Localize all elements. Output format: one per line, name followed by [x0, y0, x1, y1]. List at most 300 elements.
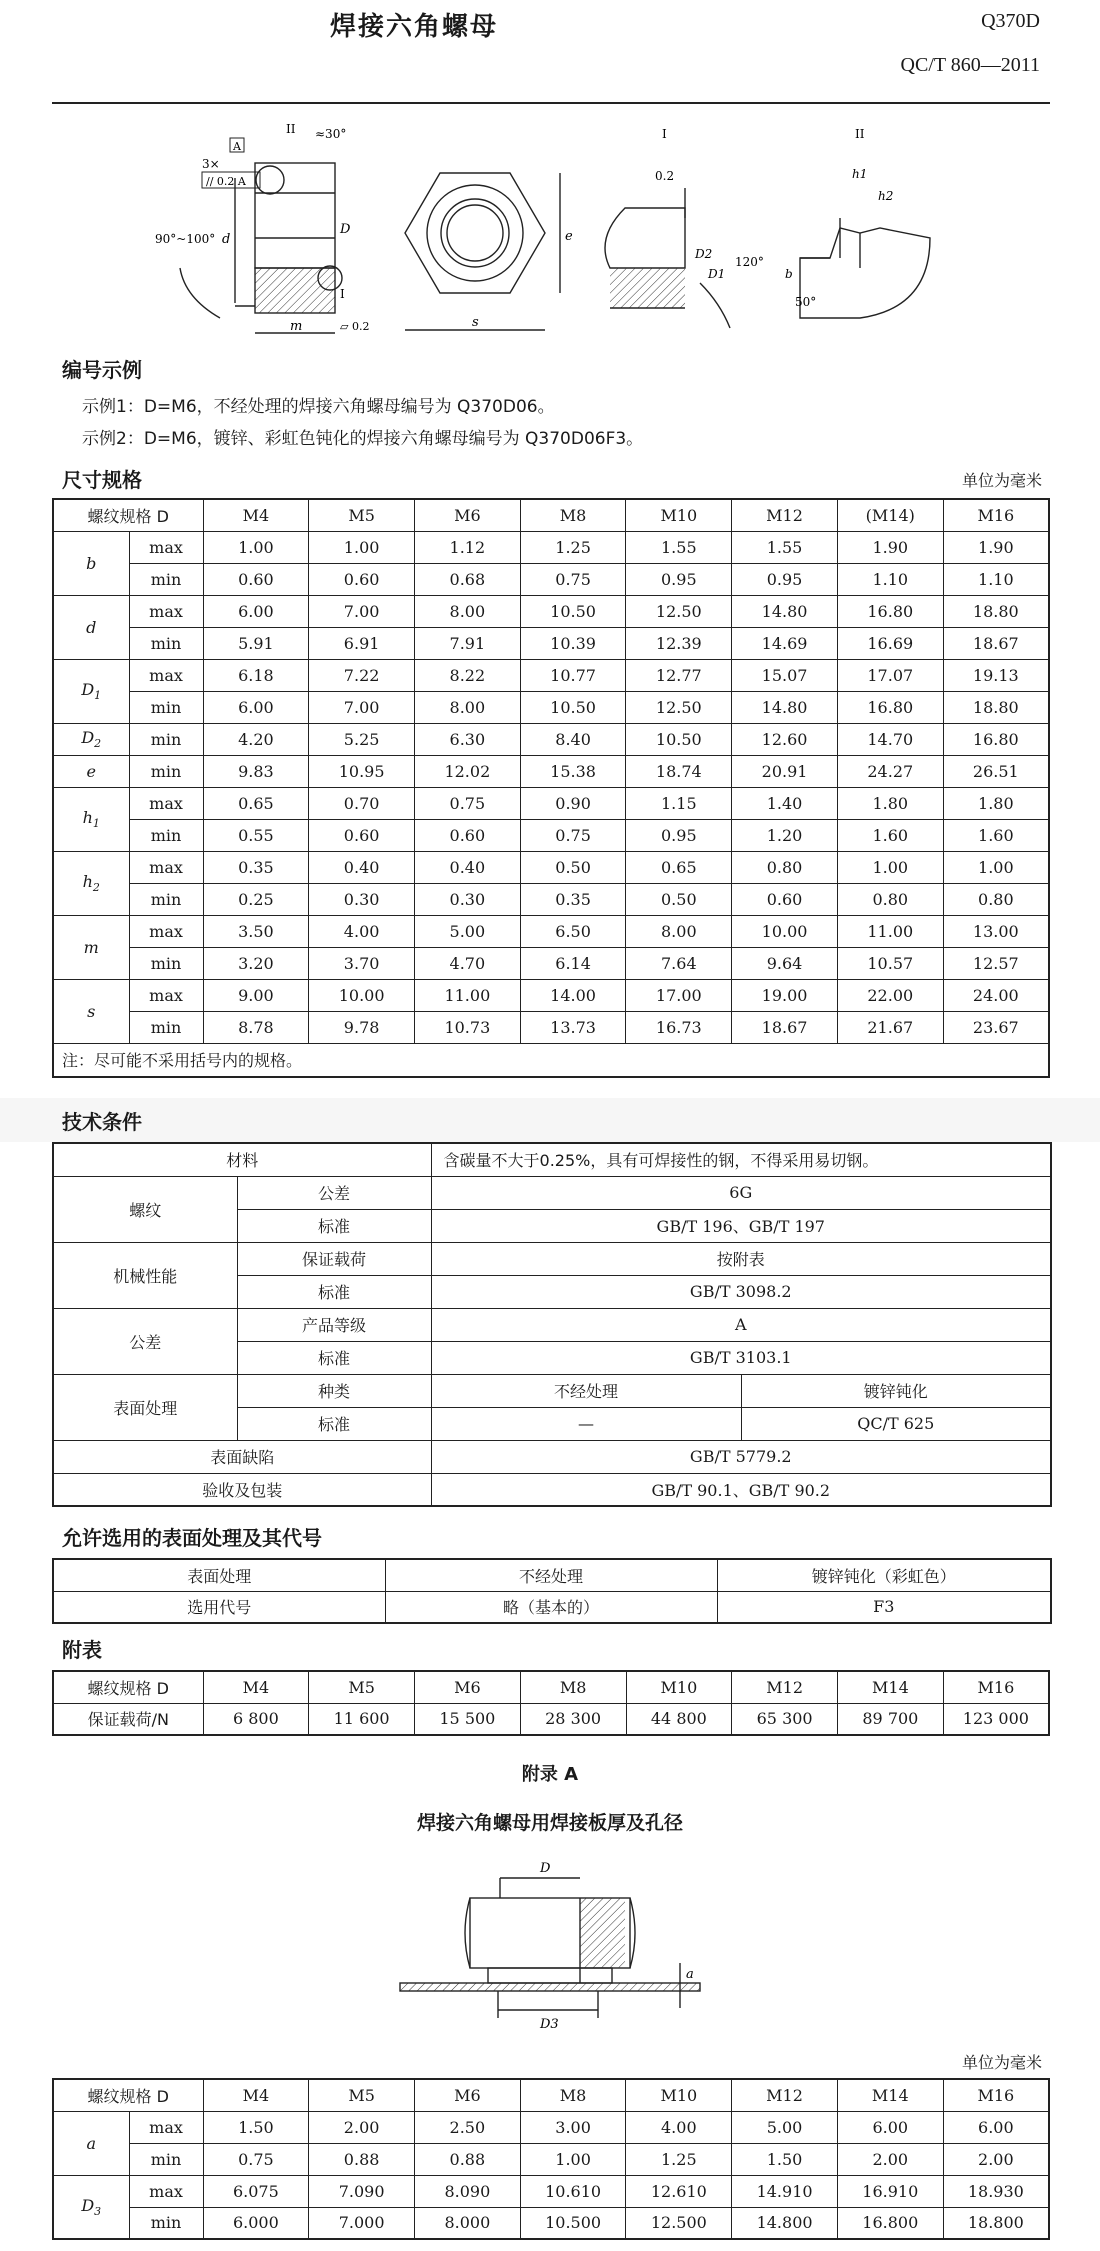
dim-cell: 0.60 — [203, 563, 309, 595]
dim-sym-h2: $h_2$ — [53, 851, 129, 915]
dim-cell: 0.65 — [626, 851, 732, 883]
dim-cell: 1.20 — [732, 819, 838, 851]
s-label: s — [472, 315, 479, 330]
nut-drawing — [140, 118, 980, 348]
dim-size-4: M10 — [626, 499, 732, 531]
dim-cell: 9.64 — [732, 947, 838, 979]
surf-label: 表面处理 — [53, 1374, 237, 1440]
surface-row1-c1: 表面处理 — [53, 1559, 385, 1591]
dim-cell: 8.00 — [414, 691, 520, 723]
dim-cell: 1.60 — [837, 819, 943, 851]
dim-cell: 4.70 — [414, 947, 520, 979]
plate-limit: min — [129, 2143, 203, 2175]
dim-limit: min — [129, 723, 203, 755]
load-value-1: 11 600 — [309, 1703, 415, 1735]
load-value-4: 44 800 — [626, 1703, 732, 1735]
surf-kind-a: 不经处理 — [431, 1374, 741, 1407]
plate-cell: 1.25 — [626, 2143, 732, 2175]
dim-cell: 14.00 — [520, 979, 626, 1011]
surf-std-b: QC/T 625 — [741, 1407, 1051, 1440]
dim-cell: 6.30 — [414, 723, 520, 755]
dim-cell: 0.55 — [203, 819, 309, 851]
dim-limit: max — [129, 531, 203, 563]
load-value-7: 123 000 — [943, 1703, 1049, 1735]
dim-limit: min — [129, 819, 203, 851]
thread-label: 螺纹 — [53, 1176, 237, 1242]
surface-row2-c3: F3 — [717, 1591, 1051, 1623]
dim-cell: 12.60 — [732, 723, 838, 755]
accept-value: GB/T 90.1、GB/T 90.2 — [431, 1473, 1051, 1506]
angle-120-label: 120° — [735, 255, 764, 269]
table-row — [53, 563, 1049, 595]
dimensions-unit: 单位为毫米 — [961, 471, 1042, 490]
plate-size-0: M4 — [203, 2079, 309, 2111]
load-value-2: 15 500 — [415, 1703, 521, 1735]
dim-cell: 11.00 — [837, 915, 943, 947]
standard-number: QC/T 860—2011 — [900, 54, 1040, 76]
dim-cell: 10.50 — [520, 691, 626, 723]
material-value: 含碳量不大于0.25%，具有可焊接性的钢，不得采用易切钢。 — [431, 1143, 1051, 1176]
dim-cell: 10.50 — [520, 595, 626, 627]
fig-D-label: D — [540, 1861, 551, 1876]
dim-cell: 5.25 — [309, 723, 415, 755]
dim-cell: 0.95 — [626, 563, 732, 595]
dim-cell: 26.51 — [943, 755, 1049, 787]
plate-cell: 0.88 — [414, 2143, 520, 2175]
dim-cell: 16.69 — [837, 627, 943, 659]
mech-std-label: 标准 — [237, 1275, 431, 1308]
plate-cell: 6.000 — [203, 2207, 309, 2239]
surface-row1-c3: 镀锌钝化（彩虹色） — [717, 1559, 1051, 1591]
dim-cell: 12.77 — [626, 659, 732, 691]
detail-ii-title: II — [855, 127, 865, 141]
dim-cell: 1.60 — [943, 819, 1049, 851]
dim-cell: 7.00 — [309, 595, 415, 627]
thread-std-value: GB/T 196、GB/T 197 — [431, 1209, 1051, 1242]
proof-load-table — [52, 1670, 1050, 1736]
plate-cell: 3.00 — [520, 2111, 626, 2143]
plate-limit: max — [129, 2111, 203, 2143]
dim-cell: 0.40 — [309, 851, 415, 883]
dim-cell: 0.35 — [520, 883, 626, 915]
dim-size-3: M8 — [520, 499, 626, 531]
plate-cell: 12.500 — [626, 2207, 732, 2239]
load-value-6: 89 700 — [838, 1703, 944, 1735]
plate-cell: 10.610 — [520, 2175, 626, 2207]
dim-cell: 3.70 — [309, 947, 415, 979]
dim-size-2: M6 — [414, 499, 520, 531]
dim-cell: 12.02 — [414, 755, 520, 787]
dim-cell: 9.83 — [203, 755, 309, 787]
tech-heading: 技术条件 — [62, 1110, 142, 1134]
angle-90-label: 90°~100° — [155, 232, 216, 246]
dim-cell: 9.00 — [203, 979, 309, 1011]
dim-limit: max — [129, 979, 203, 1011]
dim-header-label: 螺纹规格 D — [53, 499, 203, 531]
table-row — [53, 947, 1049, 979]
dim-cell: 17.07 — [837, 659, 943, 691]
dim-cell: 15.38 — [520, 755, 626, 787]
plate-cell: 8.090 — [414, 2175, 520, 2207]
table-row — [53, 595, 1049, 627]
plate-table — [52, 2078, 1050, 2240]
dim-limit: min — [129, 883, 203, 915]
dim-cell: 6.50 — [520, 915, 626, 947]
dim-limit: min — [129, 627, 203, 659]
dim-cell: 8.00 — [414, 595, 520, 627]
dim-cell: 0.50 — [626, 883, 732, 915]
table-row — [53, 819, 1049, 851]
mech-std-value: GB/T 3098.2 — [431, 1275, 1051, 1308]
dim-cell: 0.35 — [203, 851, 309, 883]
dim-cell: 1.12 — [414, 531, 520, 563]
dim-sym-b: b — [53, 531, 129, 595]
load-value-3: 28 300 — [520, 1703, 626, 1735]
dimensions-note: 注：尽可能不采用括号内的规格。 — [53, 1043, 1049, 1077]
dim-size-7: M16 — [943, 499, 1049, 531]
dim-cell: 6.00 — [203, 595, 309, 627]
i-gap-label: 0.2 — [655, 169, 675, 183]
table-row — [53, 883, 1049, 915]
e-label: e — [565, 229, 573, 244]
example-2: 示例2：D=M6，镀锌、彩虹色钝化的焊接六角螺母编号为 Q370D06F3。 — [82, 429, 644, 449]
dim-cell: 6.91 — [309, 627, 415, 659]
appendix-table-heading: 附表 — [62, 1638, 102, 1662]
appendix-a-label: 附录 A — [521, 1764, 579, 1785]
table-row — [53, 531, 1049, 563]
plate-cell: 2.50 — [414, 2111, 520, 2143]
dim-cell: 0.60 — [414, 819, 520, 851]
tech-table — [52, 1142, 1052, 1507]
dim-limit: max — [129, 595, 203, 627]
table-row — [53, 2175, 1049, 2207]
dim-cell: 0.90 — [520, 787, 626, 819]
mech-load-label: 保证载荷 — [237, 1242, 431, 1275]
dimensions-heading: 尺寸规格 — [62, 468, 142, 492]
load-size-1: M5 — [309, 1671, 415, 1703]
dim-cell: 0.30 — [309, 883, 415, 915]
plate-cell: 4.00 — [626, 2111, 732, 2143]
D1-label: D1 — [708, 267, 726, 281]
dim-cell: 0.80 — [732, 851, 838, 883]
dim-cell: 0.40 — [414, 851, 520, 883]
dim-cell: 23.67 — [943, 1011, 1049, 1043]
load-header-label: 螺纹规格 D — [53, 1671, 203, 1703]
plate-header-label: 螺纹规格 D — [53, 2079, 203, 2111]
example-1: 示例1：D=M6，不经处理的焊接六角螺母编号为 Q370D06。 — [82, 397, 555, 417]
dim-cell: 0.65 — [203, 787, 309, 819]
dim-cell: 0.70 — [309, 787, 415, 819]
load-row-label: 保证载荷/N — [53, 1703, 203, 1735]
plate-cell: 1.50 — [732, 2143, 838, 2175]
flatness-label: ▱ 0.2 — [340, 320, 370, 333]
table-row — [53, 787, 1049, 819]
dim-cell: 13.00 — [943, 915, 1049, 947]
dim-cell: 1.00 — [943, 851, 1049, 883]
dim-cell: 1.40 — [732, 787, 838, 819]
dim-cell: 16.80 — [943, 723, 1049, 755]
table-row — [53, 2143, 1049, 2175]
plate-cell: 0.88 — [309, 2143, 415, 2175]
dim-sym-D2: $D_2$ — [53, 723, 129, 755]
plate-cell: 16.910 — [837, 2175, 943, 2207]
dim-cell: 22.00 — [837, 979, 943, 1011]
surface-row2-c1: 选用代号 — [53, 1591, 385, 1623]
dim-cell: 12.50 — [626, 691, 732, 723]
dim-cell: 0.75 — [414, 787, 520, 819]
table-row — [53, 691, 1049, 723]
dim-cell: 1.80 — [943, 787, 1049, 819]
plate-limit: max — [129, 2175, 203, 2207]
mech-label: 机械性能 — [53, 1242, 237, 1308]
dim-cell: 7.91 — [414, 627, 520, 659]
dim-cell: 1.90 — [943, 531, 1049, 563]
mech-load-value: 按附表 — [431, 1242, 1051, 1275]
count-label: 3× — [202, 157, 220, 171]
tol-grade-value: A — [431, 1308, 1051, 1341]
appendix-a-title: 焊接六角螺母用焊接板厚及孔径 — [416, 1812, 683, 1834]
dim-cell: 20.91 — [732, 755, 838, 787]
dim-cell: 0.75 — [520, 563, 626, 595]
plate-cell: 6.00 — [837, 2111, 943, 2143]
surf-std-a: — — [431, 1407, 741, 1440]
dim-cell: 9.78 — [309, 1011, 415, 1043]
plate-sym-a: a — [53, 2111, 129, 2175]
dim-cell: 21.67 — [837, 1011, 943, 1043]
plate-size-6: M14 — [837, 2079, 943, 2111]
dim-cell: 12.39 — [626, 627, 732, 659]
dim-limit: min — [129, 563, 203, 595]
tolerance-label: // 0.2 A — [206, 175, 246, 188]
dim-cell: 13.73 — [520, 1011, 626, 1043]
load-size-2: M6 — [415, 1671, 521, 1703]
dim-cell: 3.50 — [203, 915, 309, 947]
surf-kind-label: 种类 — [237, 1374, 431, 1407]
dim-cell: 0.80 — [837, 883, 943, 915]
dim-cell: 19.13 — [943, 659, 1049, 691]
dim-cell: 0.25 — [203, 883, 309, 915]
dim-sym-e: e — [53, 755, 129, 787]
load-size-3: M8 — [520, 1671, 626, 1703]
dim-cell: 1.00 — [837, 851, 943, 883]
dim-cell: 12.57 — [943, 947, 1049, 979]
surf-kind-b: 镀锌钝化 — [741, 1374, 1051, 1407]
material-label: 材料 — [53, 1143, 431, 1176]
header-divider — [52, 102, 1050, 104]
examples-heading: 编号示例 — [62, 358, 142, 382]
dim-cell: 10.57 — [837, 947, 943, 979]
dim-cell: 6.14 — [520, 947, 626, 979]
dim-cell: 1.00 — [203, 531, 309, 563]
table-row — [53, 723, 1049, 755]
dim-cell: 5.91 — [203, 627, 309, 659]
dim-limit: min — [129, 755, 203, 787]
plate-sym-D3: $D_3$ — [53, 2175, 129, 2239]
thread-std-label: 标准 — [237, 1209, 431, 1242]
view-i-ref: I — [340, 287, 345, 301]
dim-size-1: M5 — [309, 499, 415, 531]
plate-cell: 2.00 — [943, 2143, 1049, 2175]
h2-label: h2 — [878, 189, 894, 203]
dim-cell: 14.70 — [837, 723, 943, 755]
dim-cell: 5.00 — [414, 915, 520, 947]
dim-cell: 15.07 — [732, 659, 838, 691]
dim-sym-D1: $D_1$ — [53, 659, 129, 723]
dim-limit: min — [129, 691, 203, 723]
datum-label: A — [233, 140, 241, 153]
dim-cell: 7.00 — [309, 691, 415, 723]
dim-size-0: M4 — [203, 499, 309, 531]
dim-sym-h1: $h_1$ — [53, 787, 129, 851]
dim-cell: 1.10 — [943, 563, 1049, 595]
dim-limit: max — [129, 787, 203, 819]
dim-cell: 19.00 — [732, 979, 838, 1011]
dimensions-table — [52, 498, 1050, 1078]
plate-size-3: M8 — [520, 2079, 626, 2111]
surface-codes-heading: 允许选用的表面处理及其代号 — [62, 1526, 322, 1550]
dim-cell: 0.60 — [309, 819, 415, 851]
dim-cell: 11.00 — [414, 979, 520, 1011]
dim-cell: 0.60 — [732, 883, 838, 915]
plate-cell: 1.00 — [520, 2143, 626, 2175]
plate-size-1: M5 — [309, 2079, 415, 2111]
plate-limit: min — [129, 2207, 203, 2239]
dim-limit: max — [129, 915, 203, 947]
tol-label: 公差 — [53, 1308, 237, 1374]
load-size-7: M16 — [943, 1671, 1049, 1703]
dim-cell: 14.80 — [732, 595, 838, 627]
dim-cell: 0.68 — [414, 563, 520, 595]
dim-cell: 8.78 — [203, 1011, 309, 1043]
detail-ii — [800, 218, 930, 318]
dim-limit: min — [129, 1011, 203, 1043]
dim-cell: 0.50 — [520, 851, 626, 883]
dim-cell: 18.80 — [943, 691, 1049, 723]
top-view — [405, 173, 560, 330]
plate-cell: 12.610 — [626, 2175, 732, 2207]
defect-label: 表面缺陷 — [53, 1440, 431, 1473]
table-row — [53, 2207, 1049, 2239]
load-value-0: 6 800 — [203, 1703, 309, 1735]
plate-cell: 1.50 — [203, 2111, 309, 2143]
page-title: 焊接六角螺母 — [330, 12, 499, 42]
plate-cell: 16.800 — [837, 2207, 943, 2239]
dim-size-6: (M14) — [837, 499, 943, 531]
table-row — [53, 1011, 1049, 1043]
dim-cell: 3.20 — [203, 947, 309, 979]
plate-size-5: M12 — [732, 2079, 838, 2111]
weld-plate-drawing — [380, 1858, 720, 2038]
h1-label: h1 — [852, 167, 868, 181]
dim-cell: 16.80 — [837, 595, 943, 627]
surface-row1-c2: 不经处理 — [385, 1559, 717, 1591]
dim-cell: 1.90 — [837, 531, 943, 563]
accept-label: 验收及包装 — [53, 1473, 431, 1506]
detail-i-title: I — [662, 127, 667, 141]
plate-cell: 6.00 — [943, 2111, 1049, 2143]
dim-cell: 18.74 — [626, 755, 732, 787]
m-label: m — [290, 319, 303, 334]
dim-cell: 7.64 — [626, 947, 732, 979]
dim-cell: 1.10 — [837, 563, 943, 595]
dim-cell: 8.22 — [414, 659, 520, 691]
table-row — [53, 755, 1049, 787]
dim-cell: 16.80 — [837, 691, 943, 723]
plate-size-2: M6 — [414, 2079, 520, 2111]
dim-sym-m: m — [53, 915, 129, 979]
surface-codes-table — [52, 1558, 1052, 1624]
b-label: b — [785, 267, 793, 281]
thread-tol-label: 公差 — [237, 1176, 431, 1209]
dim-cell: 10.77 — [520, 659, 626, 691]
dim-cell: 1.55 — [732, 531, 838, 563]
dim-cell: 10.00 — [309, 979, 415, 1011]
dim-limit: max — [129, 659, 203, 691]
dim-cell: 18.80 — [943, 595, 1049, 627]
tol-std-value: GB/T 3103.1 — [431, 1341, 1051, 1374]
dim-cell: 10.95 — [309, 755, 415, 787]
dim-cell: 1.00 — [309, 531, 415, 563]
plate-cell: 18.930 — [943, 2175, 1049, 2207]
dim-cell: 10.39 — [520, 627, 626, 659]
dim-cell: 24.27 — [837, 755, 943, 787]
dim-cell: 4.20 — [203, 723, 309, 755]
part-code: Q370D — [981, 10, 1040, 32]
dim-cell: 10.00 — [732, 915, 838, 947]
surface-row2-c2: 略（基本的） — [385, 1591, 717, 1623]
table-row — [53, 851, 1049, 883]
dim-limit: max — [129, 851, 203, 883]
dim-cell: 0.80 — [943, 883, 1049, 915]
dim-cell: 0.30 — [414, 883, 520, 915]
view-ii-ref: II — [286, 122, 296, 136]
dim-cell: 1.80 — [837, 787, 943, 819]
tol-grade-label: 产品等级 — [237, 1308, 431, 1341]
dim-cell: 18.67 — [943, 627, 1049, 659]
plate-size-4: M10 — [626, 2079, 732, 2111]
dim-cell: 17.00 — [626, 979, 732, 1011]
load-size-4: M10 — [626, 1671, 732, 1703]
plate-cell: 5.00 — [732, 2111, 838, 2143]
plate-cell: 14.800 — [732, 2207, 838, 2239]
plate-cell: 14.910 — [732, 2175, 838, 2207]
dim-sym-d: d — [53, 595, 129, 659]
dim-cell: 0.95 — [732, 563, 838, 595]
plate-cell: 18.800 — [943, 2207, 1049, 2239]
D-label: D — [340, 222, 351, 237]
table-row — [53, 2111, 1049, 2143]
plate-cell: 6.075 — [203, 2175, 309, 2207]
thread-tol-value: 6G — [431, 1176, 1051, 1209]
fig-D3-label: D3 — [540, 2017, 559, 2032]
dim-cell: 0.95 — [626, 819, 732, 851]
load-size-0: M4 — [203, 1671, 309, 1703]
plate-cell: 10.500 — [520, 2207, 626, 2239]
load-value-5: 65 300 — [732, 1703, 838, 1735]
dim-cell: 10.73 — [414, 1011, 520, 1043]
plate-cell: 7.090 — [309, 2175, 415, 2207]
d-label: d — [222, 232, 231, 247]
table-row — [53, 915, 1049, 947]
dim-cell: 7.22 — [309, 659, 415, 691]
dim-cell: 18.67 — [732, 1011, 838, 1043]
dim-cell: 14.80 — [732, 691, 838, 723]
load-size-5: M12 — [732, 1671, 838, 1703]
dim-cell: 1.15 — [626, 787, 732, 819]
plate-size-7: M16 — [943, 2079, 1049, 2111]
fig-a-label: a — [686, 1967, 694, 1982]
table-row — [53, 979, 1049, 1011]
